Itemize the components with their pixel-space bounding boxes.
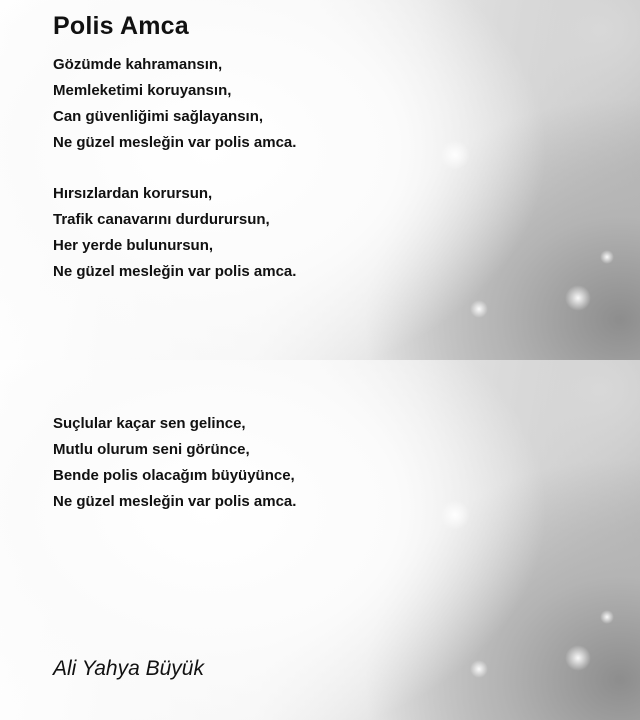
poem-line: Memleketimi koruyansın,	[53, 82, 232, 99]
background-sparkle	[600, 610, 614, 624]
poem-line: Gözümde kahramansın,	[53, 56, 223, 73]
background-sparkle	[470, 300, 488, 318]
background-sparkle	[440, 500, 470, 530]
poem-line: Suçlular kaçar sen gelince,	[53, 415, 246, 432]
poem-line: Ne güzel mesleğin var polis amca.	[53, 493, 297, 510]
background-sparkle	[470, 660, 488, 678]
poem-title: Polis Amca	[53, 12, 189, 40]
background-sparkle	[565, 645, 591, 671]
poem-panel-bottom	[0, 360, 640, 720]
poem-line: Ne güzel mesleğin var polis amca.	[53, 263, 297, 280]
poem-line: Hırsızlardan korursun,	[53, 185, 213, 202]
poem-author: Ali Yahya Büyük	[53, 657, 204, 680]
stanza-2	[53, 181, 296, 285]
poem-line: Can güvenliğimi sağlayansın,	[53, 108, 264, 125]
poem-line: Bende polis olacağım büyüyünce,	[53, 467, 295, 484]
background-sparkle	[440, 140, 470, 170]
poem-line: Her yerde bulunursun,	[53, 237, 214, 254]
stanza-1	[53, 52, 296, 156]
background-sparkle	[600, 250, 614, 264]
poem-line: Ne güzel mesleğin var polis amca.	[53, 134, 297, 151]
stanza-3	[53, 411, 296, 515]
poem-line: Mutlu olurum seni görünce,	[53, 441, 250, 458]
poem-line: Trafik canavarını durdurursun,	[53, 211, 270, 228]
background-sparkle	[565, 285, 591, 311]
